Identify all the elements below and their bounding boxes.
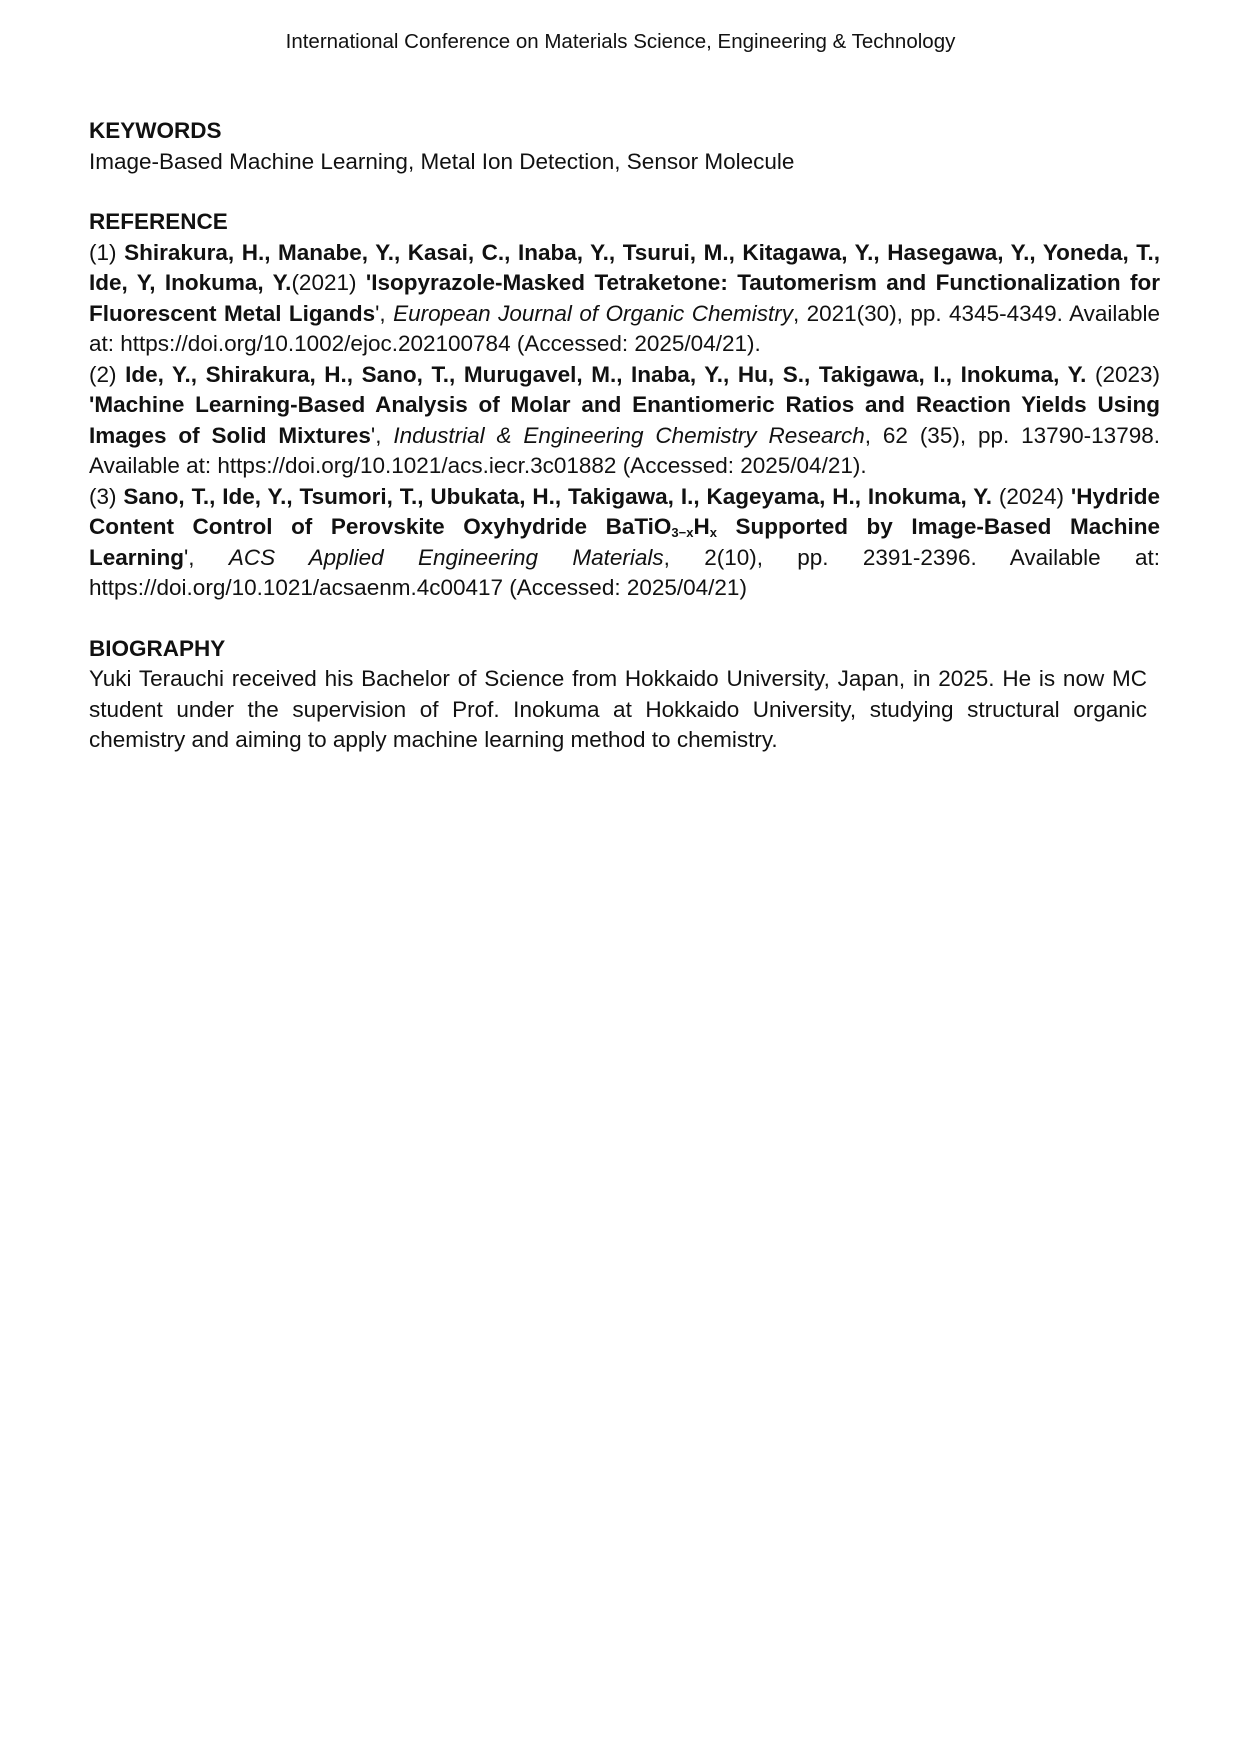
biography-heading: BIOGRAPHY <box>89 635 226 661</box>
reference-journal: Industrial & Engineering Chemistry Research <box>393 422 865 448</box>
reference-entry-3 <box>89 482 1160 604</box>
reference-number: (1) <box>89 239 125 265</box>
keywords-heading: KEYWORDS <box>89 118 222 143</box>
section-spacer <box>89 177 1160 207</box>
reference-title: 'Isopyrazole-Masked Tetraketone: Tautomerism and Functionalization for Fluorescent Metal Ligands <box>89 270 1160 326</box>
document-body <box>89 116 1160 756</box>
reference-url: https://doi.org/10.1021/acsaenm.4c00417 (Accessed: 2025/04/21) <box>89 575 747 600</box>
reference-number: (3) <box>89 483 124 509</box>
formula-subscript: 3−x <box>671 525 694 540</box>
formula-subscript: x <box>709 525 717 540</box>
reference-entry-1 <box>89 238 1160 360</box>
section-spacer <box>89 604 1160 634</box>
reference-authors: Shirakura, H., Manabe, Y., Kasai, C., Inaba, Y., Tsurui, M., Kitagawa, Y., Hasegawa, Y., Yoneda, T., Ide, Y, Inokuma, Y. <box>89 239 1161 295</box>
reference-authors: Sano, T., Ide, Y., Tsumori, T., Ubukata, H., Takigawa, I., Kageyama, H., Inokuma, Y. <box>123 483 992 509</box>
reference-year: (2023) <box>1086 361 1160 387</box>
biography-text: Yuki Terauchi received his Bachelor of Science from Hokkaido University, Japan, in 2025. He is now MC student under the supervision of Prof. Inokuma at Hokkaido University, studying structural organic chemistry and aiming to apply machine learning method to chemistry. <box>89 666 1147 752</box>
keywords-section <box>89 116 1160 177</box>
conference-header: International Conference on Materials Science, Engineering & Technology <box>285 30 956 53</box>
keywords-text: Image-Based Machine Learning, Metal Ion Detection, Sensor Molecule <box>89 148 795 174</box>
reference-details: , 2(10), pp. 2391-2396. Available at: <box>663 544 1160 570</box>
reference-section <box>89 207 1160 604</box>
reference-year: (2021) <box>291 270 366 295</box>
reference-title-close: ', <box>370 422 394 448</box>
reference-heading: REFERENCE <box>89 209 228 234</box>
reference-title: 'Machine Learning-Based Analysis of Molar and Enantiomeric Ratios and Reaction Yields Using Images of Solid Mixtures <box>89 392 1160 448</box>
reference-details: , 62 (35), pp. 13790-13798. Available at: https://doi.org/10.1021/acs.iecr.3c01882 (Accessed: 2025/04/21). <box>89 422 1160 478</box>
reference-journal: European Journal of Organic Chemistry <box>393 300 793 326</box>
reference-authors: Ide, Y., Shirakura, H., Sano, T., Murugavel, M., Inaba, Y., Hu, S., Takigawa, I., Inokuma, Y. <box>125 361 1087 387</box>
reference-journal: ACS Applied Engineering Materials <box>228 544 664 570</box>
reference-year: (2024) <box>991 483 1071 509</box>
reference-details: , 2021(30), pp. 4345-4349. Available at: https://doi.org/10.1002/ejoc.202100784 (Accessed: 2025/04/21). <box>89 300 1160 356</box>
reference-title-close: ', <box>184 544 229 570</box>
reference-number: (2) <box>89 361 126 387</box>
reference-title-part: Supported by Image-Based Machine Learning <box>89 514 1160 570</box>
reference-title-close: ', <box>375 300 394 326</box>
reference-title-part: H <box>693 514 710 539</box>
biography-section <box>89 634 1160 756</box>
reference-title-part: 'Hydride Content Control of Perovskite Oxyhydride BaTiO <box>89 483 1160 539</box>
reference-entry-2 <box>89 360 1160 482</box>
